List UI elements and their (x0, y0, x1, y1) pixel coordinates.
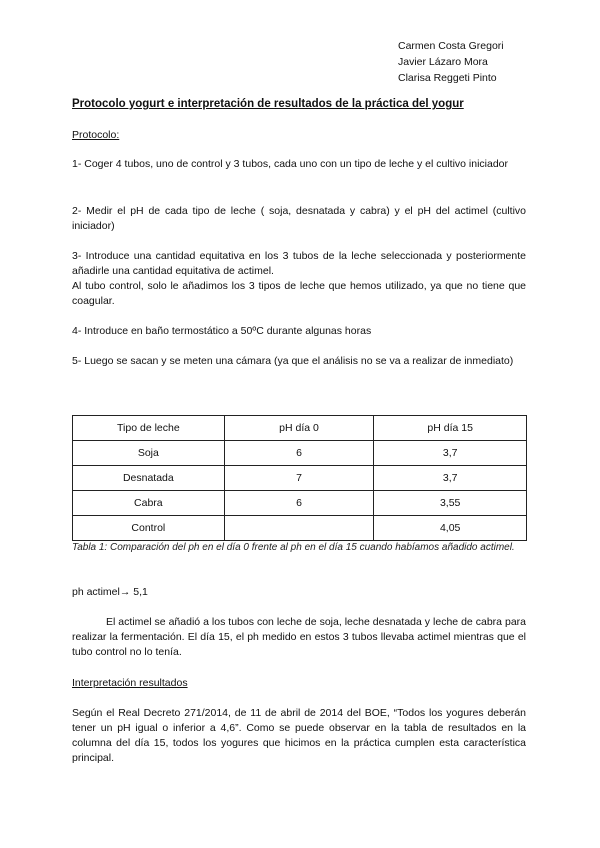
ph-results-table (72, 415, 527, 541)
protocol-step-3: 3- Introduce una cantidad equitativa en los 3 tubos de la leche seleccionada y posteriormente añadirle una cantidad equitativa de actimel. (72, 250, 526, 277)
protocol-heading: Protocolo: (72, 129, 120, 141)
protocol-step-3-note: Al tubo control, solo le añadimos los 3 tipos de leche que hemos utilizado, ya que no tiene que coagular. (72, 280, 526, 307)
author-name: Carmen Costa Gregori (398, 40, 504, 52)
table-row (73, 491, 527, 516)
author-list (398, 38, 504, 86)
protocol-step-2: 2- Medir el pH de cada tipo de leche ( soja, desnatada y cabra) y el pH del actimel (cultivo iniciador) (72, 205, 526, 232)
table-cell (224, 516, 374, 541)
fermentation-paragraph: El actimel se añadió a los tubos con leche de soja, leche desnatada y leche de cabra para realizar la fermentación. El día 15, el ph medido en estos 3 tubos llevaba actimel mientras que el tubo control no lo tenía. (72, 616, 526, 658)
table-header-cell: pH día 0 (224, 416, 374, 441)
table-cell: Soja (73, 441, 225, 466)
author-name: Javier Lázaro Mora (398, 56, 488, 68)
protocol-step-1: 1- Coger 4 tubos, uno de control y 3 tubos, cada uno con un tipo de leche y el cultivo iniciador (72, 158, 509, 170)
document-title: Protocolo yogurt e interpretación de resultados de la práctica del yogur (72, 98, 464, 110)
table-cell: Desnatada (73, 466, 225, 491)
table-caption: Tabla 1: Comparación del ph en el día 0 frente al ph en el día 15 cuando habíamos añadido actimel. (72, 542, 515, 553)
table-cell: 6 (224, 491, 374, 516)
table-cell: 3,55 (374, 491, 527, 516)
table-cell: Control (73, 516, 225, 541)
table-row (73, 466, 527, 491)
table-header-cell: pH día 15 (374, 416, 527, 441)
interpretation-paragraph: Según el Real Decreto 271/2014, de 11 de abril de 2014 del BOE, “Todos los yogures deberán tener un pH igual o inferior a 4,6”. Como se puede observar en la tabla de resultados en la columna del día 15, todos los yogures que hicimos en la práctica cumplen esta característica principal. (72, 707, 526, 764)
table-header-cell: Tipo de leche (73, 416, 225, 441)
table-row (73, 516, 527, 541)
table-cell: 4,05 (374, 516, 527, 541)
ph-actimel-value: ph actimel→ 5,1 (72, 586, 148, 598)
table-cell: 6 (224, 441, 374, 466)
table-cell: 7 (224, 466, 374, 491)
interpretation-heading: Interpretación resultados (72, 677, 188, 689)
table-cell: 3,7 (374, 441, 527, 466)
protocol-step-4: 4- Introduce en baño termostático a 50ºC durante algunas horas (72, 325, 372, 337)
table-header-row (73, 416, 527, 441)
table-cell: 3,7 (374, 466, 527, 491)
table-cell: Cabra (73, 491, 225, 516)
author-name: Clarisa Reggeti Pinto (398, 72, 497, 84)
table-row (73, 441, 527, 466)
protocol-step-5: 5- Luego se sacan y se meten una cámara (ya que el análisis no se va a realizar de inmediato) (72, 355, 514, 367)
